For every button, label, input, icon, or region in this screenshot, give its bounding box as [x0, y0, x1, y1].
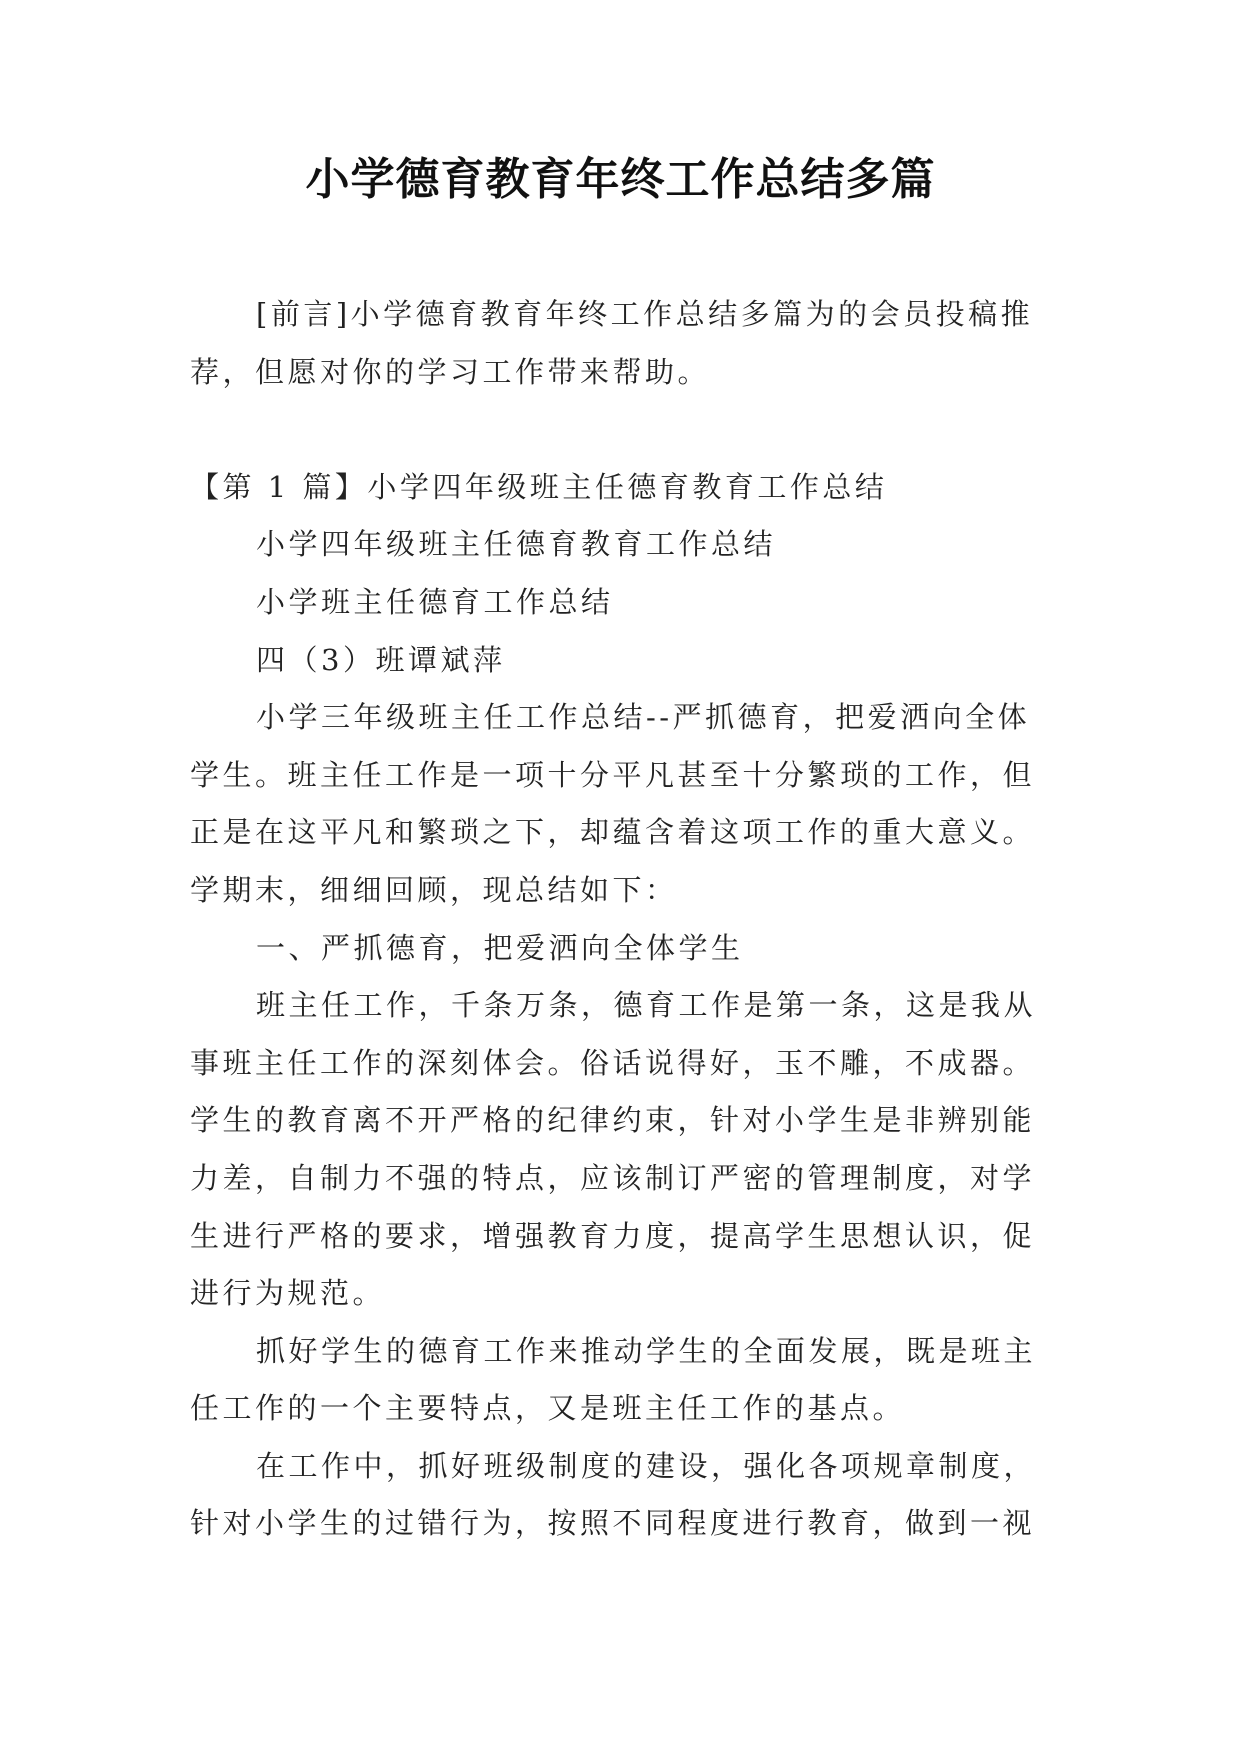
section-heading: 一、严抓德育，把爱洒向全体学生 [256, 930, 744, 965]
subtitle-line: 小学四年级班主任德育教育工作总结 [256, 527, 777, 562]
body-paragraph-3: 抓好学生的德育工作来推动学生的全面发展，既是班主任工作的一个主要特点，又是班主任工作的基点。 [190, 1333, 1037, 1426]
paragraph-spacer [190, 401, 1058, 459]
body-paragraph-1: 小学三年级班主任工作总结--严抓德育，把爱洒向全体学生。班主任工作是一项十分平凡甚至十分繁琐的工作，但正是在这平凡和繁琐之下，却蕴含着这项工作的重大意义。学期末，细细回顾，现总结如下： [190, 700, 1036, 907]
subtitle-line-2: 小学班主任德育工作总结 [256, 584, 614, 619]
author-line: 四（3）班谭斌萍 [256, 642, 506, 677]
body-paragraph-2: 班主任工作，千条万条，德育工作是第一条，这是我从事班主任工作的深刻体会。俗话说得好，玉不雕，不成器。学生的教育离不开严格的纪律约束，针对小学生是非辨别能力差，自制力不强的特点，应该制订严密的管理制度，对学生进行严格的要求，增强教育力度，提高学生思想认识，促进行为规范。 [190, 988, 1037, 1311]
chapter-heading: 【第 1 篇】小学四年级班主任德育教育工作总结 [190, 469, 888, 504]
document-body [190, 286, 1058, 1553]
body-paragraph-4: 在工作中，抓好班级制度的建设，强化各项规章制度，针对小学生的过错行为，按照不同程度进行教育，做到一视 [190, 1448, 1037, 1541]
document-title: 小学德育教育年终工作总结多篇 [305, 154, 936, 205]
preface-paragraph: [前言]小学德育教育年终工作总结多篇为的会员投稿推荐，但愿对你的学习工作带来帮助。 [190, 297, 1034, 389]
